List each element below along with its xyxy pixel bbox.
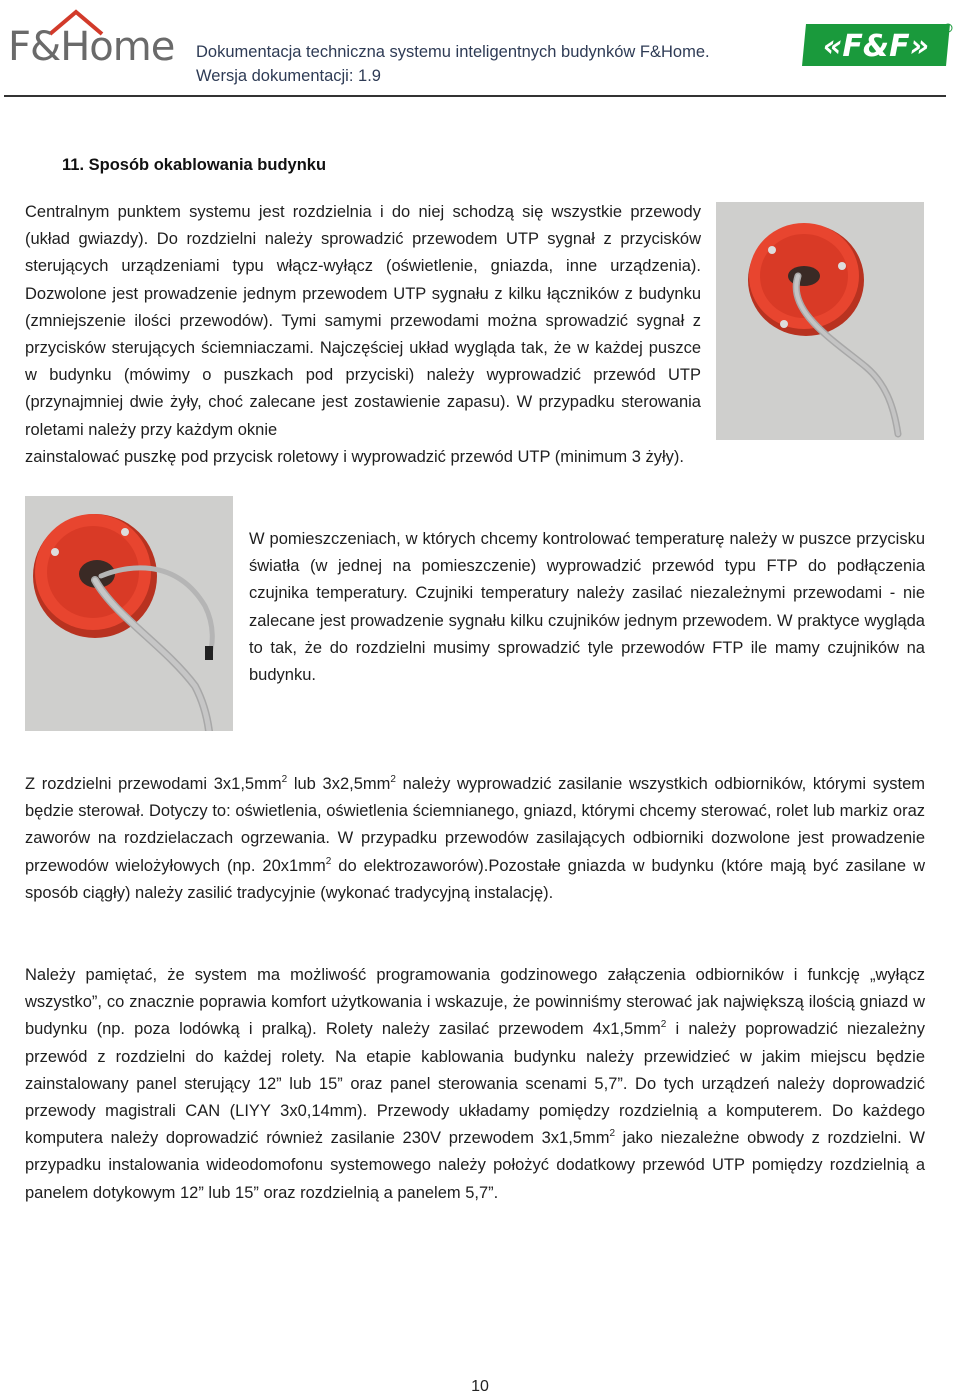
- paragraph-power-supply-part-b: lub 3x2,5mm: [287, 775, 391, 793]
- paragraph-temperature-sensors-text: W pomieszczeniach, w których chcemy kontrolować temperaturę należy w puszce przycisku światła (w jednej na pomieszczenie) wyprowadzić przewód typu FTP do podłączenia czujnika temperatury. Czujniki temperatury należy zasilać niezależnymi przewodami - nie zalecane jest prowadzenie sygnału kilku czujników jednym przewodem. W praktyce wygląda to tak, że do rozdzielni musimy sprowadzić tyle przewodów FTP ile mamy czujników na budynku.: [249, 530, 925, 685]
- superscript: 2: [609, 1128, 616, 1140]
- page-number: 10: [471, 1378, 489, 1395]
- paragraph-scheduling-part-b: i należy poprowadzić niezależny przewód z rozdzielni do każdej rolety. Na etapie kablowania budynku należy przewidzieć w jakim miejscu będzie zainstalowany panel sterujący 12” lub 15” oraz panel sterowania scenami 5,7”. Do tych urządzeń należy doprowadzić przewody magistrali CAN (LIYY 3x0,14mm). Przewody układamy pomiędzy rozdzielnią a komputerem. Do każdego komputera należy doprowadzić również zasilanie 230V przewodem 3x1,5mm: [25, 1020, 925, 1148]
- fhome-logo: [6, 8, 175, 70]
- paragraph-scheduling-part-a: Należy pamiętać, że system ma możliwość programowania godzinowego załączenia odbiorników i funkcję „wyłącz wszystko”, co znacznie poprawia komfort użytkowania i wskazuje, że powinniśmy sterować jak największą ilością gniazd w budynku (np. poza lodówką i pralką). Rolety należy zasilać przewodem 4x1,5mm: [25, 966, 925, 1039]
- page-header: [0, 0, 960, 97]
- header-line-2: Wersja dokumentacji: 1.9: [196, 67, 381, 85]
- superscript: 2: [390, 774, 396, 785]
- ff-logo-text: «F&F»: [822, 29, 930, 64]
- photo-junction-box-2: [25, 496, 233, 731]
- header-divider: [4, 95, 946, 97]
- paragraph-temperature-sensors: [249, 526, 925, 689]
- paragraph-scheduling-panels: [25, 962, 925, 1207]
- section-title: 11. Sposób okablowania budynku: [62, 156, 327, 174]
- paragraph-power-supply: [25, 771, 925, 907]
- superscript: 2: [325, 855, 332, 867]
- superscript: 2: [660, 1019, 667, 1031]
- paragraph-wiring-center-text: Centralnym punktem systemu jest rozdzielnia i do niej schodzą się wszystkie przewody (układ gwiazdy). Do rozdzielni należy sprowadzić przewodem UTP sygnał z przycisków sterujących urządzeniami typu włącz-wyłącz (oświetlenie, gniazda, inne urządzenia). Dozwolone jest prowadzenie jednym przewodem UTP sygnału z kilku łączników z budynku (zmniejszenie ilości przewodów). Tymi samymi przewodami można sprowadzić sygnał z przycisków sterujących ściemniaczami. Najczęściej układ wygląda tak, że w każdej puszce w budynku (mówimy o puszkach pod przyciski) należy wyprowadzić przewód UTP (przynajmniej dwie żyły, choć zalecane jest zostawienie zapasu). W przypadku sterowania roletami należy przy każdym oknie: [25, 203, 701, 439]
- paragraph-power-supply-part-d: do elektrozaworów).Pozostałe gniazda w budynku (które mają być zasilane w sposób ciągły) należy zasilić tradycyjnie (wykonać tradycyjną instalację).: [25, 856, 925, 902]
- paragraph-power-supply-part-c: należy wyprowadzić zasilanie wszystkich odbiorników, którymi system będzie sterował. Dotyczy to: oświetlenia, oświetlenia ściemnianego, gniazd, którymi chcemy sterować, rolet lub markiz oraz zaworów na rozdzielaczach ogrzewania. W przypadku przewodów zasilających odbiorniki dozwolone jest prowadzenie przewodów wielożyłowych (np. 20x1mm: [25, 775, 925, 875]
- header-title: [196, 40, 710, 88]
- ff-logo: [800, 20, 955, 72]
- header-line-1: Dokumentacja techniczna systemu inteligentnych budynków F&Home.: [196, 43, 710, 61]
- paragraph-wiring-center: [25, 199, 701, 471]
- paragraph-scheduling-part-c: jako niezależne obwody z rozdzielni. W przypadku instalowania wideodomofonu systemowego należy położyć dodatkowy przewód UTP pomiędzy rozdzielnią a panelem dotykowym 12” lub 15” oraz rozdzielnią a panelem 5,7”.: [25, 1129, 925, 1202]
- photo-junction-box-1: [716, 202, 924, 440]
- fhome-logo-text: F&Home: [8, 24, 175, 70]
- paragraph-wiring-center-last-line: zainstalować puszkę pod przycisk roletowy i wyprowadzić przewód UTP (minimum 3 żyły).: [25, 447, 684, 466]
- paragraph-power-supply-part-a: Z rozdzielni przewodami 3x1,5mm: [25, 775, 282, 793]
- superscript: 2: [281, 774, 288, 785]
